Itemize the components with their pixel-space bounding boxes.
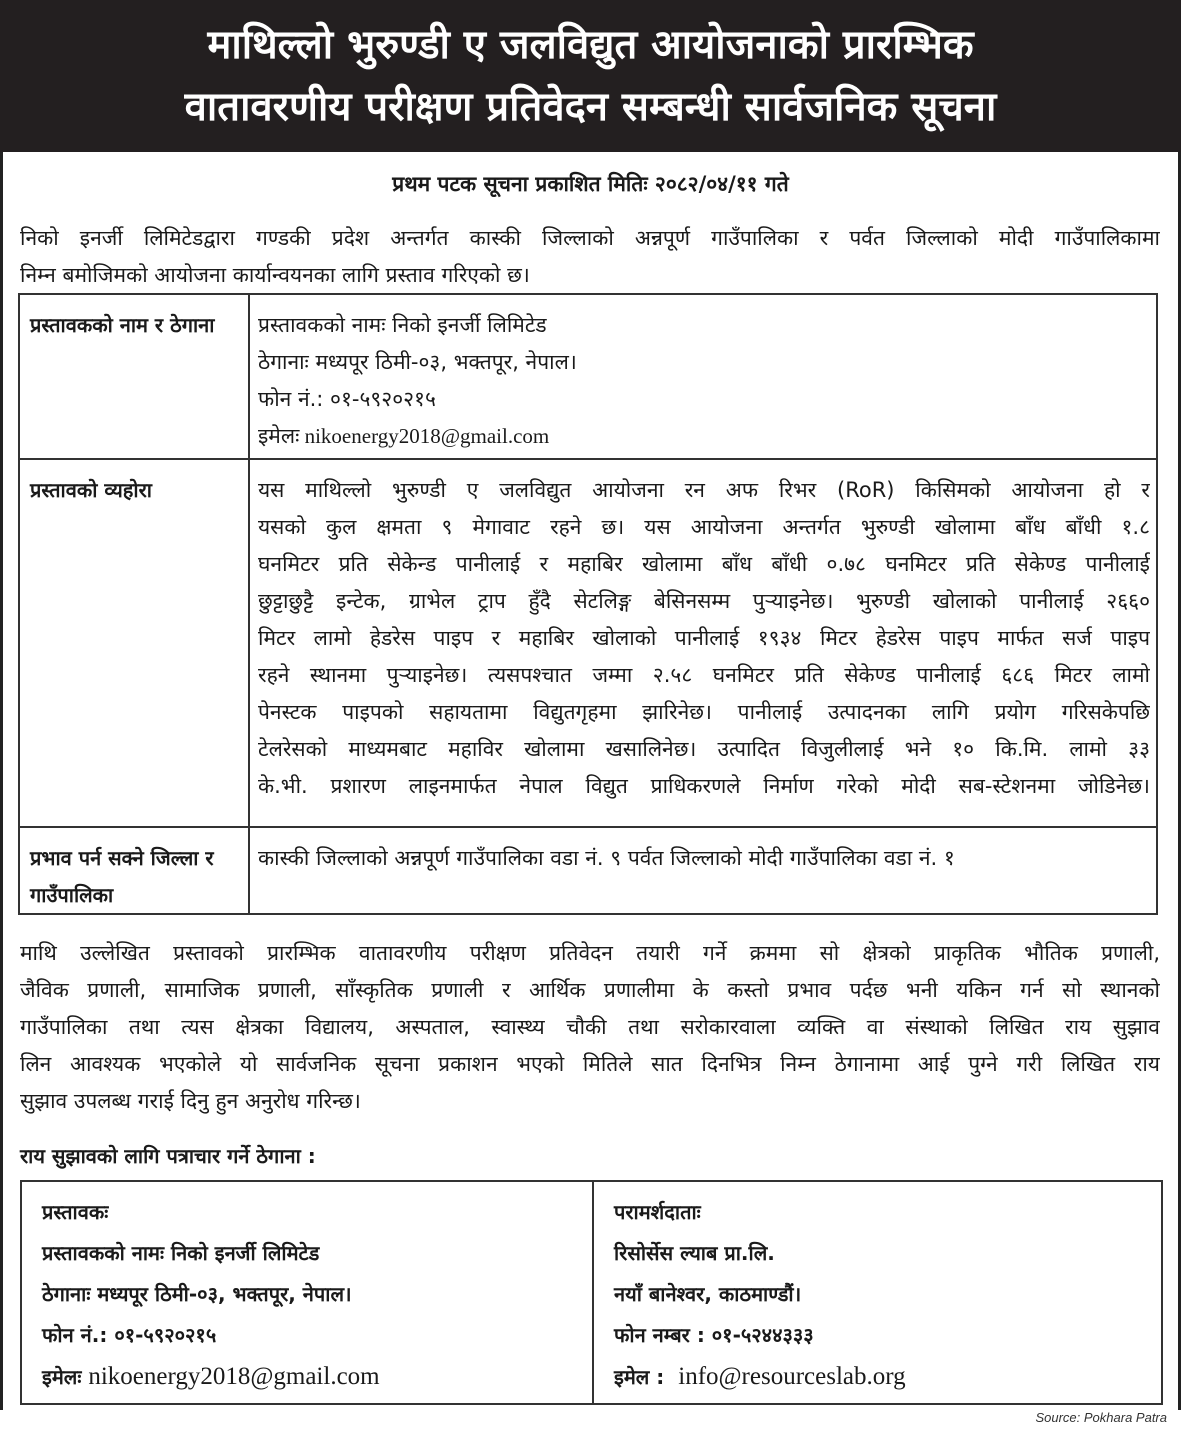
row-content (258, 472, 1150, 805)
contact-heading: राय सुझावको लागि पत्राचार गर्ने ठेगाना : (20, 1144, 316, 1168)
proponent-heading: प्रस्तावकः (42, 1200, 109, 1224)
divider (592, 1182, 594, 1403)
proponent-name: प्रस्तावकको नामः निको इनर्जी लिमिटेड (42, 1241, 320, 1265)
title-line-1: माथिल्लो भुरुण्डी ए जलविद्युत आयोजनाको प्रारम्भिक (207, 22, 974, 68)
text-line: लिन आवश्यक भएकोले यो सार्वजनिक सूचना प्रकाशन भएको मितिले सात दिनभित्र निम्न ठेगानामा आई पुग्ने गरी लिखित राय (20, 1052, 1160, 1076)
row-label: प्रस्तावको व्यहोरा (20, 460, 250, 826)
consultant-name: रिसोर्सेस ल्याब प्रा.लि. (614, 1241, 775, 1265)
publish-date: प्रथम पटक सूचना प्रकाशित मितिः २०८२/०४/११ गते (392, 172, 789, 196)
text-line: रहने स्थानमा पुऱ्याइनेछ। त्यसपश्चात जम्मा २.५८ घनमिटर प्रति सेकेण्ड पानीलाई ६८६ मिटर लामो (258, 663, 1150, 687)
row-content (258, 307, 1150, 455)
proponent-contact (42, 1192, 380, 1398)
table-row (20, 295, 1156, 460)
text-line: छुट्टाछुट्टै इन्टेक, ग्राभेल ट्राप हुँदै सेटलिङ्ग बेसिनसम्म पुऱ्याइनेछ। भुरुण्डी खोलाको पानीलाई २६६० (258, 589, 1150, 613)
text-line: ठेगानाः मध्यपूर ठिमी-०३, भक्तपूर, नेपाल। (258, 350, 577, 374)
text-line: सुझाव उपलब्ध गराई दिनु हुन अनुरोध गरिन्छ। (20, 1089, 361, 1113)
text-line: टेलरेसको माध्यमबाट महाविर खोलामा खसालिनेछ। उत्पादित विजुलीलाई भने १० कि.मि. लामो ३३ (258, 737, 1150, 761)
text-line: इमेलः nikoenergy2018@gmail.com (258, 424, 550, 448)
table-row (20, 828, 1156, 913)
request-paragraph (20, 935, 1160, 1120)
consultant-email[interactable]: info@resourceslab.org (678, 1363, 906, 1390)
text-line: पेनस्टक पाइपको सहायतामा विद्युतगृहमा झारिनेछ। पानीलाई उत्पादनका लागि प्रयोग गरिसकेपछि (258, 700, 1150, 724)
text-line: गाउँपालिका तथा त्यस क्षेत्रका विद्यालय, अस्पताल, स्वास्थ्य चौकी तथा सरोकारवाला व्यक्ति वा संस्थाको लिखित राय सुझाव (20, 1015, 1160, 1039)
consultant-heading: परामर्शदाताः (614, 1200, 701, 1224)
consultant-phone: फोन नम्बर : ०१-५२४४३३३ (614, 1323, 814, 1347)
proponent-address: ठेगानाः मध्यपूर ठिमी-०३, भक्तपूर, नेपाल। (42, 1282, 352, 1306)
intro-paragraph (20, 220, 1160, 294)
intro-line: निको इनर्जी लिमिटेडद्वारा गण्डकी प्रदेश अन्तर्गत कास्की जिल्लाको अन्नपूर्ण गाउँपालिका र पर्वत जिल्लाको मोदी गाउँपालिकामा (20, 226, 1160, 250)
proponent-email[interactable]: nikoenergy2018@gmail.com (88, 1363, 380, 1390)
text-line: जैविक प्रणाली, सामाजिक प्रणाली, साँस्कृतिक प्रणाली र आर्थिक प्रणालीमा के कस्तो प्रभाव पर्दछ भनी यकिन गर्न सो स्थानको (20, 978, 1160, 1002)
text-line: माथि उल्लेखित प्रस्तावको प्रारम्भिक वातावरणीय परीक्षण प्रतिवेदन तयारी गर्ने क्रममा सो क्षेत्रको प्राकृतिक भौतिक प्रणाली, (20, 941, 1160, 965)
text-line: कास्की जिल्लाको अन्नपूर्ण गाउँपालिका वडा नं. ९ पर्वत जिल्लाको मोदी गाउँपालिका वडा नं. १ (258, 846, 955, 870)
title-line-2: वातावरणीय परीक्षण प्रतिवेदन सम्बन्धी सार्वजनिक सूचना (184, 84, 997, 130)
text-line: के.भी. प्रशारण लाइनमार्फत नेपाल विद्युत प्राधिकरणले निर्माण गरेको मोदी सब-स्टेशनमा जोडिनेछ। (258, 774, 1150, 798)
consultant-address: नयाँ बानेश्वर, काठमाण्डौं। (614, 1282, 802, 1306)
email-label: इमेलः (42, 1365, 82, 1389)
row-label: प्रभाव पर्न सक्ने जिल्ला र गाउँपालिका (20, 828, 250, 913)
email-label: इमेल : (614, 1365, 665, 1389)
text-line: फोन नं.: ०१-५९२०२१५ (258, 387, 436, 411)
text-line: यस माथिल्लो भुरुण्डी ए जलविद्युत आयोजना रन अफ रिभर (RoR) किसिमको आयोजना हो र (258, 478, 1150, 502)
table-row (20, 460, 1156, 828)
text-line: घनमिटर प्रति सेकेन्ड पानीलाई र महाबिर खोलामा बाँध बाँधी ०.७८ घनमिटर प्रति सेकेण्ड पानीलाई (258, 552, 1150, 576)
row-label: प्रस्तावकको नाम र ठेगाना (20, 295, 250, 458)
project-table (18, 293, 1158, 915)
proponent-phone: फोन नं.: ०१-५९२०२१५ (42, 1323, 217, 1347)
intro-line: निम्न बमोजिमको आयोजना कार्यान्वयनका लागि प्रस्ताव गरिएको छ। (20, 263, 530, 287)
notice-title (0, 0, 1181, 152)
text-line: प्रस्तावकको नामः निको इनर्जी लिमिटेड (258, 313, 547, 337)
source-credit: Source: Pokhara Patra (1035, 1410, 1167, 1425)
text-line: यसको कुल क्षमता ९ मेगावाट रहने छ। यस आयोजना अन्तर्गत भुरुण्डी खोलामा बाँध बाँधी १.८ (258, 515, 1150, 539)
consultant-contact (614, 1192, 906, 1398)
text-line: मिटर लामो हेडरेस पाइप र महाबिर खोलाको पानीलाई १९३४ मिटर हेडरेस पाइप मार्फत सर्ज पाइप (258, 626, 1150, 650)
contact-box (20, 1180, 1163, 1405)
row-content (258, 840, 1150, 877)
